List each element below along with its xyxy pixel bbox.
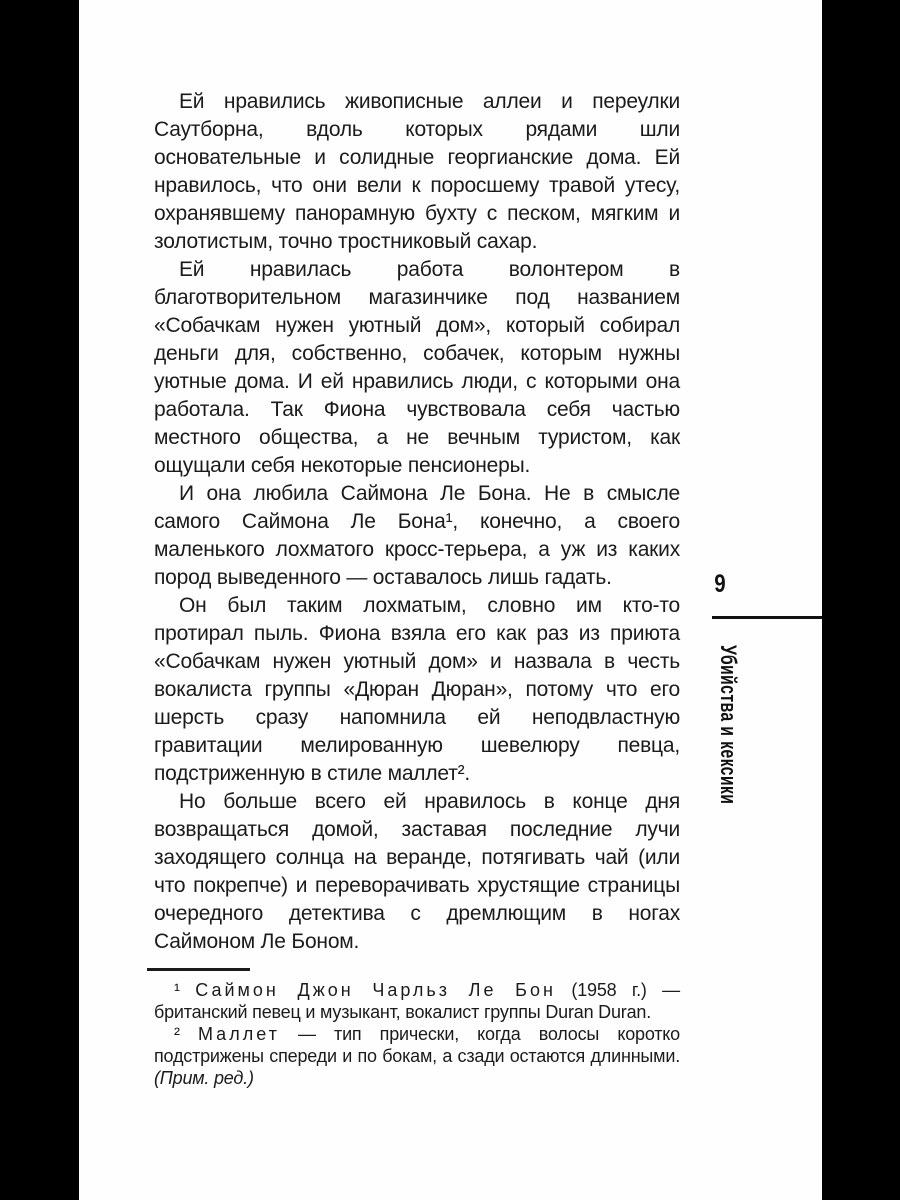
paragraph-5: Но больше всего ей нравилось в конце дня возвращаться домой, заставая последние лучи заходящего солнца на веранде, потягивать чай (или что покрепче) и переворачивать хрустящие страницы очередного детектива с дремлющим в ногах Саймоном Ле Боном. [154, 790, 680, 953]
footnote-2-marker: ² [174, 1024, 198, 1044]
paragraph-1: Ей нравились живописные аллеи и переулки Саутборна, вдоль которых рядами шли основательные и солидные георгианские дома. Ей нравилось, что они вели к поросшему травой утесу, охранявшему панорамную бухту с песком, мягким и золотистым, точно тростниковый сахар. [154, 90, 680, 253]
footnote-1 [154, 979, 680, 1023]
footnote-1-text: (1958 г.) — британский певец и музыкант, вокалист группы Duran Duran. [154, 980, 680, 1022]
right-black-bar [822, 0, 900, 1200]
footnote-1-marker: ¹ [174, 980, 196, 1000]
footnote-separator [147, 968, 250, 971]
footnote-2-editor-note: (Прим. ред.) [154, 1068, 254, 1088]
footnote-2-term: Маллет [197, 1024, 280, 1044]
left-black-bar [0, 0, 79, 1200]
paragraph-4: Он был таким лохматым, словно им кто-то протирал пыль. Фиона взяла его как раз из приюта «Собачкам нужен уютный дом» и назвала в честь вокалиста группы «Дюран Дюран», потому что его шерсть сразу напомнила ей неподвластную гравитации мелированную шевелюру певца, подстриженную в стиле маллет². [154, 594, 680, 785]
book-title-vertical: Убийства и кексики [716, 645, 741, 805]
page-number: 9 [714, 570, 726, 598]
body-text-column [154, 88, 680, 1089]
margin-rule [712, 616, 822, 619]
paragraph-2: Ей нравилась работа волонтером в благотворительном магазинчике под названием «Собачкам нужен уютный дом», который собирал деньги для, собственно, собачек, которым нужны уютные дома. И ей нравились люди, с которыми она работала. Так Фиона чувствовала себя частью местного общества, а не вечным туристом, как ощущали себя некоторые пенсионеры. [154, 258, 680, 477]
footnote-2-text: — тип прически, когда волосы коротко подстрижены спереди и по бокам, а сзади остаются длинными. [154, 1024, 680, 1066]
footnote-2 [154, 1023, 680, 1089]
paragraph-3: И она любила Саймона Ле Бона. Не в смысле самого Саймона Ле Бона¹, конечно, а своего маленького лохматого кросс-терьера, а уж из каких пород выведенного — оставалось лишь гадать. [154, 482, 680, 589]
footnote-1-term: Саймон Джон Чарльз Ле Бон [195, 980, 556, 1000]
footnotes-block [154, 979, 680, 1089]
